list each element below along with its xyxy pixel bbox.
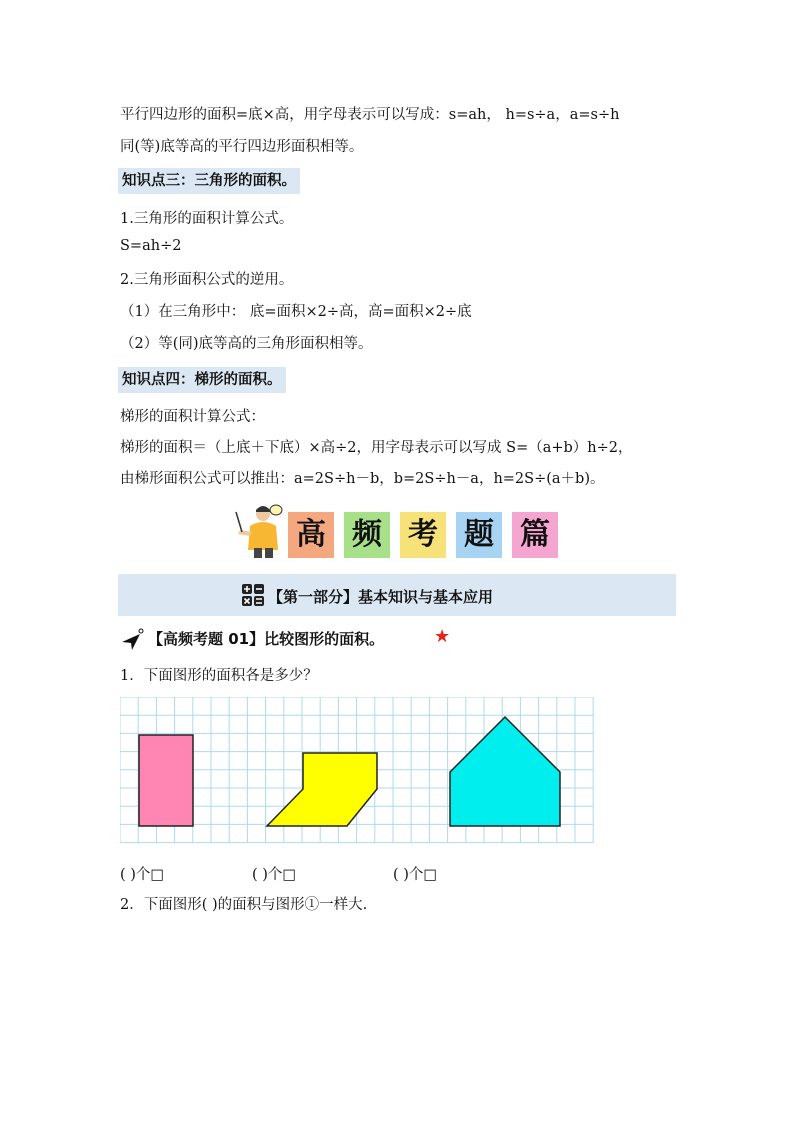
star-icon: ★ bbox=[434, 626, 451, 647]
answer-blank-3[interactable]: ( )个□ bbox=[393, 867, 438, 883]
section-banner bbox=[232, 508, 572, 560]
kp3-line-5: （2）等(同)底等高的三角形面积相等。 bbox=[120, 336, 373, 352]
area-formula-parallelogram: 平行四边形的面积=底×高，用字母表示可以写成：s=ah， h=s÷a，a=s÷h bbox=[120, 107, 620, 123]
kp3-heading: 知识点三：三角形的面积。 bbox=[118, 168, 300, 194]
kp4-line-1: 梯形的面积计算公式： bbox=[120, 409, 265, 425]
pink-rectangle bbox=[139, 735, 193, 826]
banner-tile-1: 高 bbox=[288, 512, 334, 558]
banner-tile-3: 考 bbox=[400, 512, 446, 558]
kp3-line-3: 2.三角形面积公式的逆用。 bbox=[120, 272, 294, 288]
question-1-text: 1．下面图形的面积各是多少？ bbox=[120, 668, 318, 684]
calculator-icon bbox=[242, 584, 264, 606]
pointer-arrow-icon bbox=[120, 628, 144, 650]
question-2-text: 2．下面图形( )的面积与图形①一样大. bbox=[120, 897, 368, 913]
grid-svg bbox=[120, 697, 598, 847]
part-title: 【第一部分】基本知识与基本应用 bbox=[268, 588, 494, 606]
kp4-heading: 知识点四：梯形的面积。 bbox=[118, 367, 286, 393]
answer-blank-2[interactable]: ( )个□ bbox=[252, 867, 297, 883]
part-header bbox=[118, 574, 676, 616]
answer-blank-1[interactable]: ( )个□ bbox=[120, 867, 165, 883]
kp3-line-4: （1）在三角形中： 底=面积×2÷高，高=面积×2÷底 bbox=[120, 304, 472, 320]
grid-figure bbox=[120, 697, 598, 851]
topic-title: 【高频考题 01】比较图形的面积。 bbox=[148, 630, 385, 648]
student-illustration-icon bbox=[232, 502, 284, 558]
kp4-line-2: 梯形的面积＝（上底＋下底）×高÷2，用字母表示可以写成 S=（a+b）h÷2， bbox=[120, 440, 633, 456]
banner-tile-2: 频 bbox=[344, 512, 390, 558]
kp4-line-3: 由梯形面积公式可以推出：a=2S÷h－b，b=2S÷h－a，h=2S÷(a＋b)。 bbox=[120, 471, 605, 487]
banner-tile-5: 篇 bbox=[512, 512, 558, 558]
kp3-line-1: 1.三角形的面积计算公式。 bbox=[120, 211, 294, 227]
kp3-line-2: S=ah÷2 bbox=[120, 238, 182, 254]
banner-tile-4: 题 bbox=[456, 512, 502, 558]
equal-base-height-note: 同(等)底等高的平行四边形面积相等。 bbox=[120, 139, 364, 155]
